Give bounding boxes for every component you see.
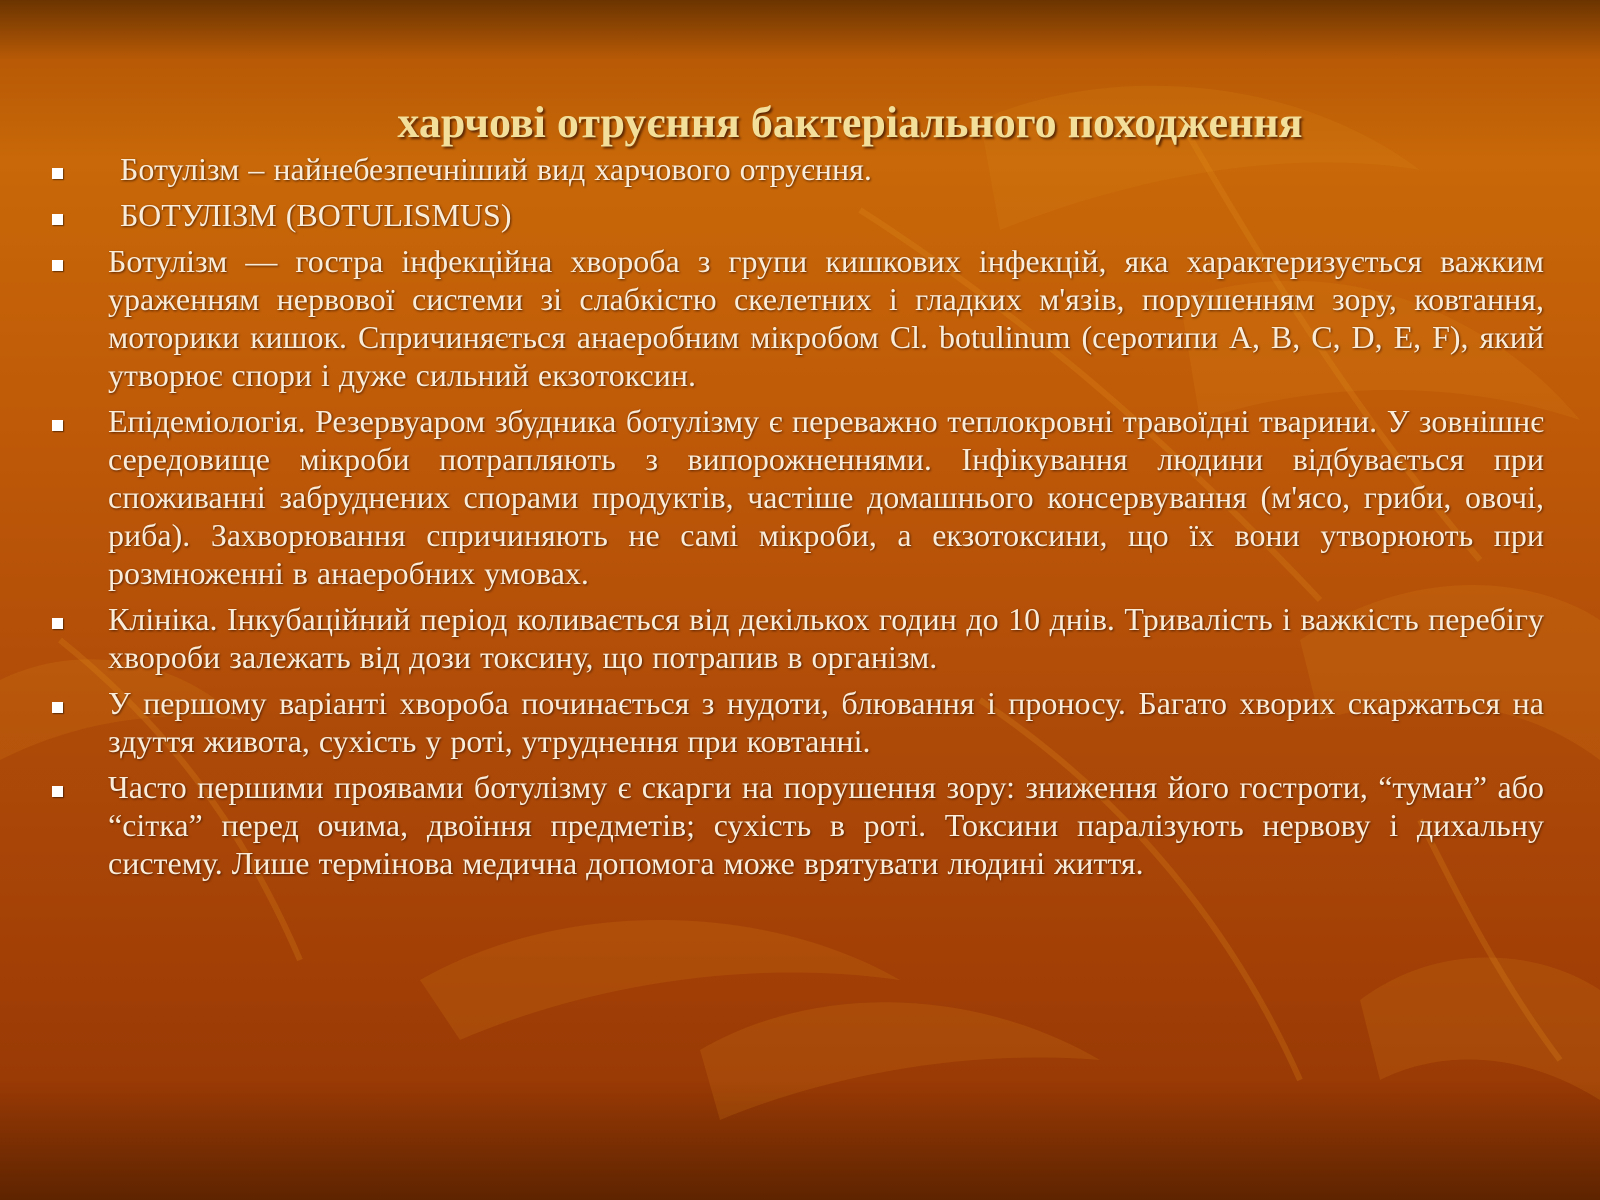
square-bullet-icon xyxy=(52,260,63,271)
bullet-item-2 xyxy=(44,196,1544,234)
bullet-item-6 xyxy=(44,684,1544,760)
bullet-text: БОТУЛІЗМ (BOTULISMUS) xyxy=(120,197,512,233)
bullet-list xyxy=(44,150,1544,890)
bullet-text: Епідеміологія. Резервуаром збудника ботулізму є переважно теплокровні травоїдні тварини. У зовнішнє середовище мікроби потрапляють з випорожненнями. Інфікування людини відбувається при споживанні забруднених спорами продуктів, частіше домашнього консервування (м'ясо, гриби, овочі, риба). Захворювання спричиняють не самі мікроби, а екзотоксини, що їх вони утворюють при розмноженні в анаеробних умовах. xyxy=(108,403,1544,591)
square-bullet-icon xyxy=(52,168,63,179)
bullet-text: Клініка. Інкубаційний період коливається від декількох годин до 10 днів. Тривалість і важкість перебігу хвороби залежать від дози токсину, що потрапив в організм. xyxy=(108,601,1544,675)
bullet-item-5 xyxy=(44,600,1544,676)
bullet-text: Часто першими проявами ботулізму є скарги на порушення зору: зниження його гостроти, “туман” або “сітка” перед очима, двоїння предметів; сухість в роті. Токсини паралізують нервову і дихальну систему. Лише термінова медична допомога може врятувати людині життя. xyxy=(108,769,1544,881)
bullet-item-1 xyxy=(44,150,1544,188)
square-bullet-icon xyxy=(52,420,63,431)
bullet-item-7 xyxy=(44,768,1544,882)
bullet-text: У першому варіанті хвороба починається з нудоти, блювання і проносу. Багато хворих скаржаться на здуття живота, сухість у роті, утруднення при ковтанні. xyxy=(108,685,1544,759)
square-bullet-icon xyxy=(52,702,63,713)
bullet-text: Ботулізм — гостра інфекційна хвороба з групи кишкових інфекцій, яка характеризується важким ураженням нервової системи зі слабкістю скелетних і гладких м'язів, порушенням зору, ковтання, моторики кишок. Спричиняється анаеробним мікробом Cl. botulinum (серотипи A, B, C, D, E, F), який утворює спори і дуже сильний екзотоксин. xyxy=(108,243,1544,393)
bullet-text: Ботулізм – найнебезпечніший вид харчового отруєння. xyxy=(120,151,872,187)
bullet-item-4 xyxy=(44,402,1544,592)
square-bullet-icon xyxy=(52,618,63,629)
bullet-item-3 xyxy=(44,242,1544,394)
square-bullet-icon xyxy=(52,214,63,225)
square-bullet-icon xyxy=(52,786,63,797)
slide-title: харчові отруєння бактеріального походження xyxy=(397,98,1303,148)
